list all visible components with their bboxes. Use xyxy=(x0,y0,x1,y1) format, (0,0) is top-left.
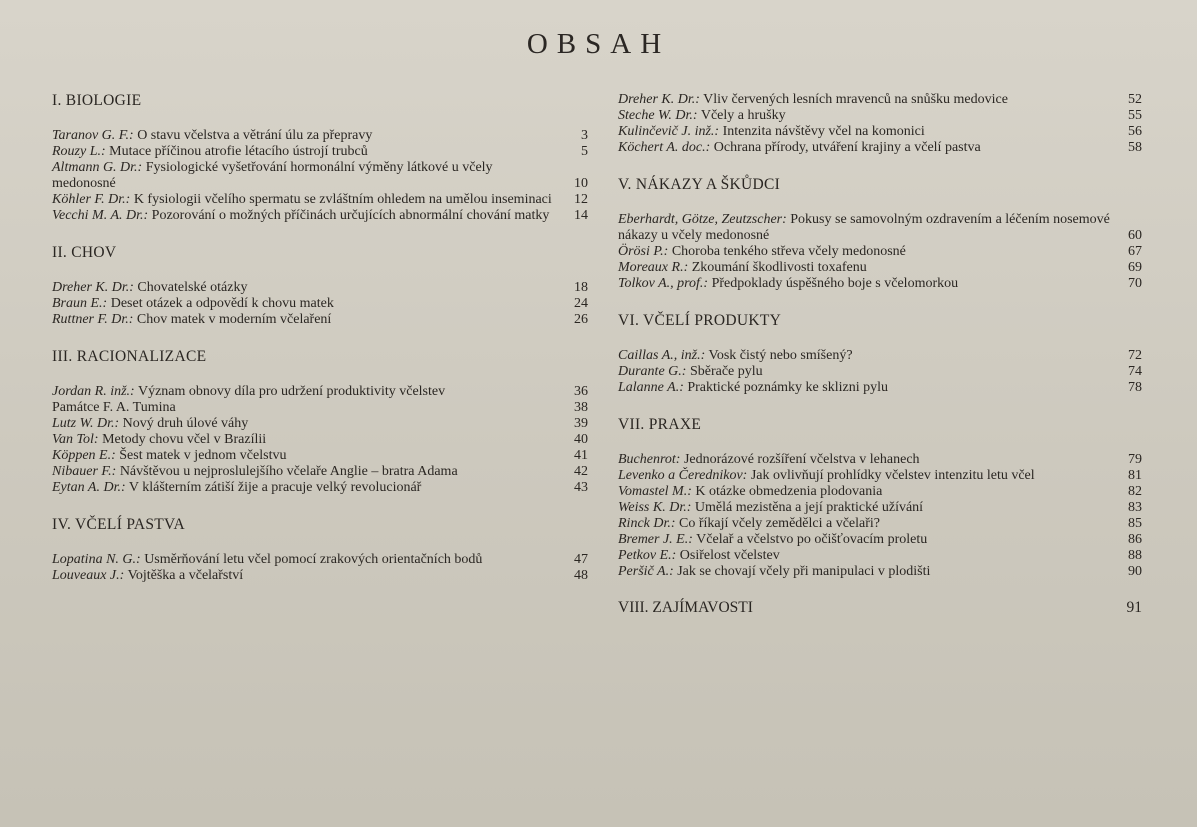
toc-entry xyxy=(618,516,1142,532)
right-column xyxy=(618,92,1142,636)
section-vceli-pastva-continued xyxy=(618,92,1142,156)
entry-page: 91 xyxy=(1126,599,1142,616)
entry-author: Lutz W. Dr.: xyxy=(52,416,120,431)
entry-page: 79 xyxy=(1128,452,1142,467)
entry-author: Peršič A.: xyxy=(618,564,674,579)
entry-author: Kulinčevič J. inž.: xyxy=(618,124,720,139)
toc-entry xyxy=(52,296,588,312)
entry-page: 52 xyxy=(1128,92,1142,107)
entry-title: Předpoklady úspěšného boje s včelomorkou xyxy=(711,276,959,291)
entry-author: Altmann G. Dr.: xyxy=(52,160,143,175)
toc-entry xyxy=(52,416,588,432)
entry-page: 48 xyxy=(574,568,588,583)
entry-page: 88 xyxy=(1128,548,1142,563)
entry-page: 67 xyxy=(1128,244,1142,259)
entry-title: Vosk čistý nebo smíšený? xyxy=(708,348,853,363)
entry-author: Dreher K. Dr.: xyxy=(618,92,700,107)
entry-title: Včelař a včelstvo po očišťovacím proletu xyxy=(696,532,928,547)
entry-page: 70 xyxy=(1128,276,1142,291)
section-heading: VII. PRAXE xyxy=(618,416,702,433)
entry-title: Šest matek v jednom včelstvu xyxy=(119,448,287,463)
toc-entry xyxy=(52,448,588,464)
toc-entry xyxy=(52,568,588,584)
toc-entry xyxy=(52,160,588,192)
entry-title: Intenzita návštěvy včel na komonici xyxy=(722,124,925,139)
entry-author: Louveaux J.: xyxy=(52,568,125,583)
toc-entry xyxy=(52,144,588,160)
entry-author: Rouzy L.: xyxy=(52,144,106,159)
entry-page: 56 xyxy=(1128,124,1142,139)
entry-page: 12 xyxy=(574,192,588,207)
toc-entry xyxy=(52,480,588,496)
entry-page: 5 xyxy=(581,144,588,159)
section-nakazy-a-skudci xyxy=(618,176,1142,292)
entry-title: Jak se chovají včely při manipulaci v plodišti xyxy=(677,564,931,579)
toc-entry xyxy=(618,212,1142,244)
toc-entry xyxy=(618,548,1142,564)
entry-author: Buchenrot: xyxy=(618,452,681,467)
entry-page: 90 xyxy=(1128,564,1142,579)
entry-author: Jordan R. inž.: xyxy=(52,384,135,399)
entry-title: O stavu včelstva a větrání úlu za přepravy xyxy=(137,128,373,143)
entry-title: Včely a hrušky xyxy=(700,108,786,123)
entry-title: Osiřelost včelstev xyxy=(679,548,780,563)
entry-title: Návštěvou u nejproslulejšího včelaře Anglie – bratra Adama xyxy=(119,464,458,479)
entry-page: 38 xyxy=(574,400,588,415)
section-biologie xyxy=(52,92,588,224)
toc-entry xyxy=(52,384,588,400)
entry-page: 82 xyxy=(1128,484,1142,499)
toc-entry xyxy=(618,140,1142,156)
entry-page: 41 xyxy=(574,448,588,463)
entry-author: Örösi P.: xyxy=(618,244,669,259)
entry-title: V klášterním zátiší žije a pracuje velký revolucionář xyxy=(128,480,422,495)
section-heading: V. NÁKAZY A ŠKŮDCI xyxy=(618,176,781,193)
entry-title: Praktické poznámky ke sklizni pylu xyxy=(687,380,888,395)
entry-title: Mutace příčinou atrofie létacího ústrojí trubců xyxy=(109,144,368,159)
entry-page: 24 xyxy=(574,296,588,311)
toc-entry xyxy=(52,128,588,144)
entry-title: Jednorázové rozšíření včelstva v lehanech xyxy=(683,452,920,467)
entry-author: Levenko a Čerednikov: xyxy=(618,468,748,483)
entry-title: Co říkají včely zemědělci a včelaři? xyxy=(679,516,880,531)
toc-entry xyxy=(618,452,1142,468)
entry-author: Rinck Dr.: xyxy=(618,516,676,531)
entry-title: Vojtěška a včelařství xyxy=(127,568,244,583)
entry-page: 39 xyxy=(574,416,588,431)
section-vceli-pastva xyxy=(52,516,588,584)
toc-entry xyxy=(618,500,1142,516)
entry-page: 3 xyxy=(581,128,588,143)
entry-author: Lalanne A.: xyxy=(618,380,684,395)
entry-page: 18 xyxy=(574,280,588,295)
entry-author: Tolkov A., prof.: xyxy=(618,276,709,291)
entry-title: Vliv červených lesních mravenců na snůšku medovice xyxy=(703,92,1008,107)
entry-author: Steche W. Dr.: xyxy=(618,108,698,123)
toc-entry xyxy=(618,260,1142,276)
entry-title: Umělá mezistěna a její praktické užívání xyxy=(694,500,924,515)
entry-author: Vecchi M. A. Dr.: xyxy=(52,208,149,223)
entry-page: 83 xyxy=(1128,500,1142,515)
section-heading: VI. VČELÍ PRODUKTY xyxy=(618,312,782,329)
section-heading: I. BIOLOGIE xyxy=(52,92,142,109)
toc-entry xyxy=(618,364,1142,380)
section-heading: III. RACIONALIZACE xyxy=(52,348,207,365)
entry-author: Van Tol: xyxy=(52,432,99,447)
toc-entry xyxy=(618,92,1142,108)
toc-entry xyxy=(618,348,1142,364)
entry-author: Taranov G. F.: xyxy=(52,128,134,143)
entry-title: K otázke obmedzenia plodovania xyxy=(695,484,883,499)
toc-entry xyxy=(52,192,588,208)
toc-entry xyxy=(52,432,588,448)
left-column xyxy=(52,92,588,604)
entry-author: Köppen E.: xyxy=(52,448,116,463)
entry-page: 36 xyxy=(574,384,588,399)
entry-author: Moreaux R.: xyxy=(618,260,689,275)
entry-author: Dreher K. Dr.: xyxy=(52,280,134,295)
section-heading: VIII. ZAJÍMAVOSTI xyxy=(618,599,753,616)
entry-title: Zkoumání škodlivosti toxafenu xyxy=(691,260,867,275)
entry-page: 85 xyxy=(1128,516,1142,531)
entry-title: Jak ovlivňují prohlídky včelstev intenzitu letu včel xyxy=(750,468,1035,483)
entry-title: Chovatelské otázky xyxy=(137,280,248,295)
entry-author: Köchert A. doc.: xyxy=(618,140,711,155)
entry-page: 60 xyxy=(1128,228,1142,243)
entry-page: 10 xyxy=(574,176,588,191)
entry-title: K fysiologii včelího spermatu se zvláštním ohledem na umělou inseminaci xyxy=(133,192,552,207)
toc-entry xyxy=(618,600,1142,616)
entry-title: Ochrana přírody, utváření krajiny a včelí pastva xyxy=(713,140,981,155)
entry-author: Braun E.: xyxy=(52,296,108,311)
entry-author: Nibauer F.: xyxy=(52,464,117,479)
entry-author: Weiss K. Dr.: xyxy=(618,500,692,515)
entry-page: 81 xyxy=(1128,468,1142,483)
entry-author: Vomastel M.: xyxy=(618,484,692,499)
entry-title: Sběrače pylu xyxy=(689,364,763,379)
section-racionalizace xyxy=(52,348,588,496)
toc-entry xyxy=(618,484,1142,500)
entry-author: Köhler F. Dr.: xyxy=(52,192,131,207)
section-heading: II. CHOV xyxy=(52,244,117,261)
entry-author: Petkov E.: xyxy=(618,548,677,563)
toc-entry xyxy=(618,532,1142,548)
entry-page: 14 xyxy=(574,208,588,223)
entry-page: 55 xyxy=(1128,108,1142,123)
entry-title: Nový druh úlové váhy xyxy=(122,416,249,431)
toc-entry xyxy=(618,564,1142,580)
toc-entry xyxy=(52,400,588,416)
entry-title: Chov matek v moderním včelaření xyxy=(136,312,332,327)
entry-page: 58 xyxy=(1128,140,1142,155)
toc-entry xyxy=(52,208,588,224)
entry-title: Význam obnovy díla pro udržení produktivity včelstev xyxy=(137,384,446,399)
entry-title: Metody chovu včel v Brazílii xyxy=(102,432,267,447)
toc-entry xyxy=(618,244,1142,260)
entry-title: Památce F. A. Tumina xyxy=(52,400,176,415)
entry-page: 47 xyxy=(574,552,588,567)
entry-author: Bremer J. E.: xyxy=(618,532,693,547)
toc-entry xyxy=(618,124,1142,140)
toc-entry xyxy=(618,108,1142,124)
section-heading: IV. VČELÍ PASTVA xyxy=(52,516,186,533)
entry-title: Choroba tenkého střeva včely medonosné xyxy=(671,244,906,259)
page-title: OBSAH xyxy=(526,28,671,60)
section-praxe xyxy=(618,416,1142,580)
entry-page: 86 xyxy=(1128,532,1142,547)
entry-author: Lopatina N. G.: xyxy=(52,552,141,567)
entry-author: Eytan A. Dr.: xyxy=(52,480,126,495)
entry-title: Fysiologické vyšetřování hormonální výměny látkové u včely medonosné xyxy=(52,160,493,191)
entry-page: 43 xyxy=(574,480,588,495)
entry-page: 40 xyxy=(574,432,588,447)
section-zajimavosti xyxy=(618,600,1142,616)
entry-author: Ruttner F. Dr.: xyxy=(52,312,134,327)
toc-entry xyxy=(618,276,1142,292)
toc-entry xyxy=(52,280,588,296)
toc-entry xyxy=(618,468,1142,484)
entry-author: Caillas A., inž.: xyxy=(618,348,706,363)
entry-page: 72 xyxy=(1128,348,1142,363)
entry-author: Durante G.: xyxy=(618,364,687,379)
section-chov xyxy=(52,244,588,328)
entry-page: 78 xyxy=(1128,380,1142,395)
entry-page: 74 xyxy=(1128,364,1142,379)
entry-title: Pokusy se samovolným ozdravením a léčením nosemové nákazy u včely medonosné xyxy=(618,212,1110,243)
toc-entry xyxy=(618,380,1142,396)
entry-title: Deset otázek a odpovědí k chovu matek xyxy=(110,296,334,311)
section-vceli-produkty xyxy=(618,312,1142,396)
entry-author: Eberhardt, Götze, Zeutzscher: xyxy=(618,212,787,227)
toc-entry xyxy=(52,552,588,568)
toc-entry xyxy=(52,312,588,328)
entry-page: 69 xyxy=(1128,260,1142,275)
entry-title: Pozorování o možných příčinách určujících abnormální chování matky xyxy=(151,208,550,223)
entry-page: 26 xyxy=(574,312,588,327)
entry-title: Usměrňování letu včel pomocí zrakových orientačních bodů xyxy=(144,552,483,567)
entry-page: 42 xyxy=(574,464,588,479)
toc-entry xyxy=(52,464,588,480)
